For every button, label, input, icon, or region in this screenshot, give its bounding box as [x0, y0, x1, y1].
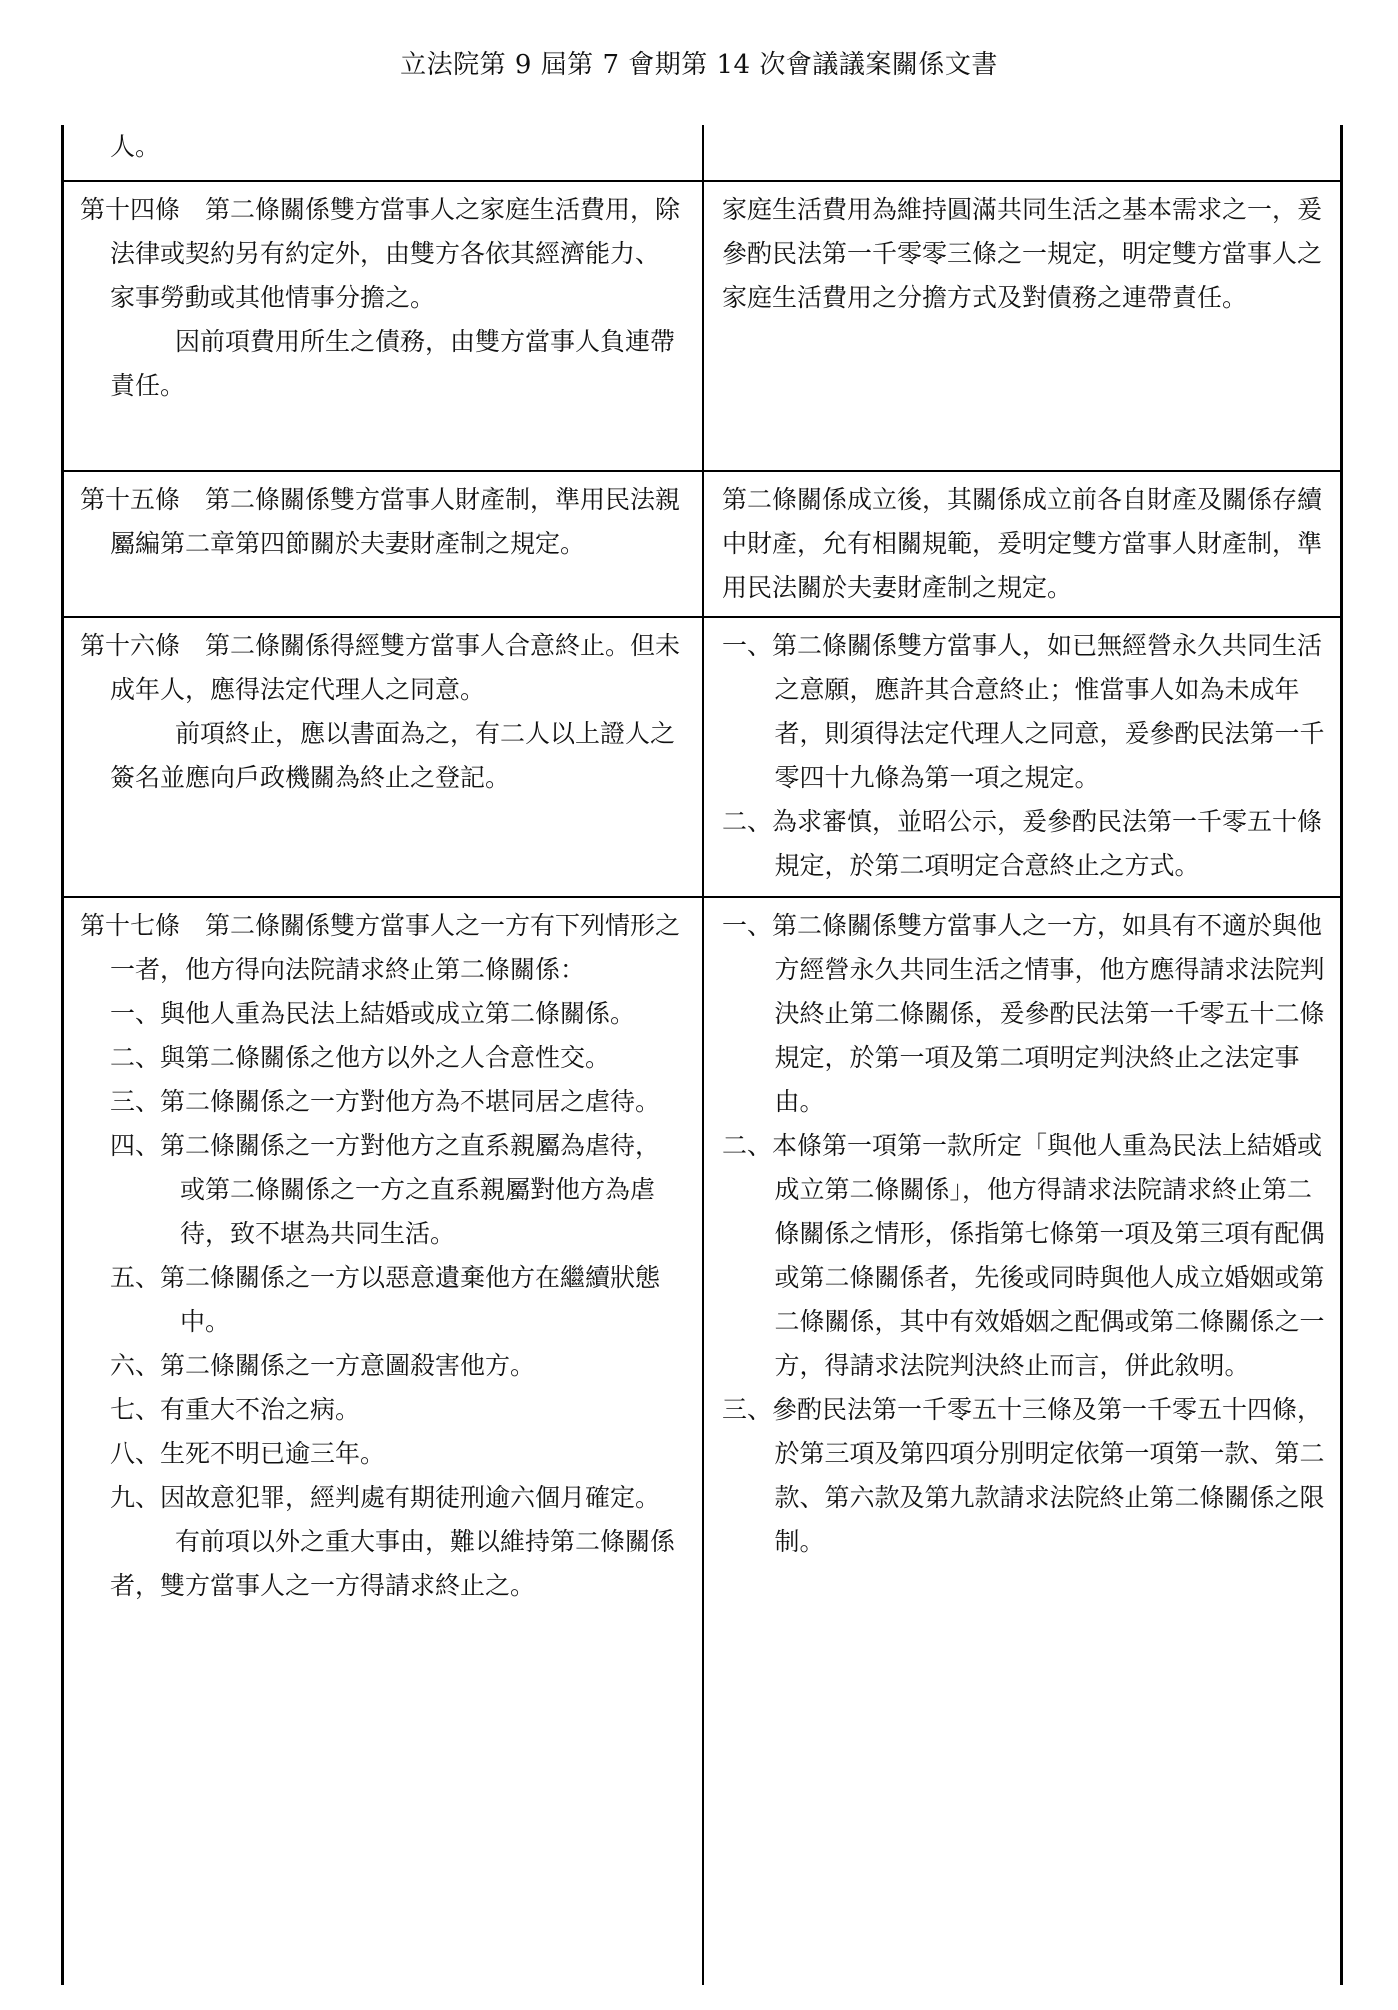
page-header: 立法院第 9 屆第 7 會期第 14 次會議議案關係文書	[400, 50, 998, 80]
explanation-cell	[704, 898, 1340, 1987]
item-text: 第二條關係之一方對他方之直系親屬為虐待，或第二條關係之一方之直系親屬對他方為虐待，致不堪為共同生活。	[160, 1131, 661, 1248]
article-paragraph-2: 有前項以外之重大事由，難以維持第二條關係者，雙方當事人之一方得請求終止之。	[110, 1527, 676, 1600]
table-row	[64, 125, 1340, 180]
explanation-item	[722, 800, 1326, 888]
item-marker: 四、	[110, 1131, 161, 1160]
item-text: 為求審慎，並昭公示，爰參酌民法第一千零五十條規定，於第二項明定合意終止之方式。	[772, 807, 1323, 880]
table-row	[64, 180, 1340, 472]
item-text: 因故意犯罪，經判處有期徒刑逾六個月確定。	[160, 1483, 661, 1512]
explanation-text: 第二條關係成立後，其關係成立前各自財產及關係存續中財產，允有相關規範，爰明定雙方當事人財產制，準用民法關於夫妻財產制之規定。	[722, 485, 1323, 602]
provision-cell	[64, 618, 702, 898]
article-item	[80, 1256, 684, 1344]
article-item	[80, 1124, 684, 1256]
item-marker: 三、	[722, 1395, 773, 1424]
provision-cell	[64, 472, 702, 618]
item-marker: 八、	[110, 1439, 161, 1468]
item-marker: 五、	[110, 1263, 161, 1292]
table-row	[64, 896, 1340, 1987]
item-text: 第二條關係之一方對他方為不堪同居之虐待。	[160, 1087, 661, 1116]
article-paragraph-2: 前項終止，應以書面為之，有二人以上證人之簽名並應向戶政機關為終止之登記。	[110, 719, 676, 792]
article-item	[80, 1388, 684, 1432]
provision-cell	[64, 898, 702, 1987]
item-text: 本條第一項第一款所定「與他人重為民法上結婚或成立第二條關係」，他方得請求法院請求終止第二條關係之情形，係指第七條第一項及第三項有配偶或第二條關係者，先後或同時與他人成立婚姻或第二條關係，其中有效婚姻之配偶或第二條關係之一方，得請求法院判決終止而言，併此敘明。	[772, 1131, 1325, 1380]
article-number: 第十五條	[80, 485, 181, 514]
item-text: 參酌民法第一千零五十三條及第一千零五十四條，於第三項及第四項分別明定依第一項第一款、第二款、第六款及第九款請求法院終止第二條關係之限制。	[772, 1395, 1325, 1556]
article-text: 第二條關係雙方當事人財產制，準用民法親屬編第二章第四節關於夫妻財產制之規定。	[110, 485, 681, 558]
article-text: 第二條關係雙方當事人之一方有下列情形之一者，他方得向法院請求終止第二條關係：	[110, 911, 681, 984]
article-item	[80, 1476, 684, 1520]
item-text: 第二條關係之一方以惡意遺棄他方在繼續狀態中。	[160, 1263, 661, 1336]
article-text: 第二條關係得經雙方當事人合意終止。但未成年人，應得法定代理人之同意。	[110, 631, 681, 704]
item-marker: 六、	[110, 1351, 161, 1380]
provision-cell	[64, 182, 702, 472]
item-marker: 一、	[110, 999, 161, 1028]
article-item	[80, 1080, 684, 1124]
article-paragraph-2: 因前項費用所生之債務，由雙方當事人負連帶責任。	[110, 327, 676, 400]
provision-cell	[64, 125, 702, 180]
item-marker: 二、	[110, 1043, 161, 1072]
item-text: 第二條關係之一方意圖殺害他方。	[160, 1351, 536, 1380]
explanation-item	[722, 624, 1326, 800]
item-marker: 二、	[722, 1131, 773, 1160]
article-item	[80, 992, 684, 1036]
explanation-cell	[704, 472, 1340, 618]
explanation-text: 家庭生活費用為維持圓滿共同生活之基本需求之一，爰參酌民法第一千零零三條之一規定，明定雙方當事人之家庭生活費用之分擔方式及對債務之連帶責任。	[722, 195, 1323, 312]
article-paragraph	[80, 188, 684, 320]
explanation-cell	[704, 182, 1340, 472]
article-paragraph	[80, 478, 684, 566]
explanation-item	[722, 1124, 1326, 1388]
table-row	[64, 616, 1340, 898]
item-marker: 九、	[110, 1483, 161, 1512]
item-text: 第二條關係雙方當事人之一方，如具有不適於與他方經營永久共同生活之情事，他方應得請求法院判決終止第二條關係，爰參酌民法第一千零五十二條規定，於第一項及第二項明定判決終止之法定事由。	[772, 911, 1325, 1116]
explanation-cell	[704, 618, 1340, 898]
article-item	[80, 1036, 684, 1080]
article-number: 第十四條	[80, 195, 181, 224]
explanation-cell	[704, 125, 1340, 180]
article-paragraph	[80, 624, 684, 712]
article-paragraph	[80, 904, 684, 992]
comparison-table	[61, 125, 1343, 1985]
item-marker: 一、	[722, 911, 773, 940]
item-text: 生死不明已逾三年。	[160, 1439, 386, 1468]
table-row	[64, 470, 1340, 618]
article-item	[80, 1344, 684, 1388]
item-marker: 一、	[722, 631, 773, 660]
item-text: 有重大不治之病。	[160, 1395, 361, 1424]
item-marker: 三、	[110, 1087, 161, 1116]
article-number: 第十六條	[80, 631, 181, 660]
explanation-item	[722, 1388, 1326, 1564]
continuation-text: 人。	[110, 132, 161, 161]
article-text: 第二條關係雙方當事人之家庭生活費用，除法律或契約另有約定外，由雙方各依其經濟能力、家事勞動或其他情事分擔之。	[110, 195, 681, 312]
item-text: 與他人重為民法上結婚或成立第二條關係。	[160, 999, 636, 1028]
article-number: 第十七條	[80, 911, 181, 940]
article-item	[80, 1432, 684, 1476]
explanation-item	[722, 904, 1326, 1124]
item-text: 與第二條關係之他方以外之人合意性交。	[160, 1043, 611, 1072]
item-text: 第二條關係雙方當事人，如已無經營永久共同生活之意願，應許其合意終止；惟當事人如為未成年者，則須得法定代理人之同意，爰參酌民法第一千零四十九條為第一項之規定。	[772, 631, 1325, 792]
item-marker: 七、	[110, 1395, 161, 1424]
item-marker: 二、	[722, 807, 773, 836]
